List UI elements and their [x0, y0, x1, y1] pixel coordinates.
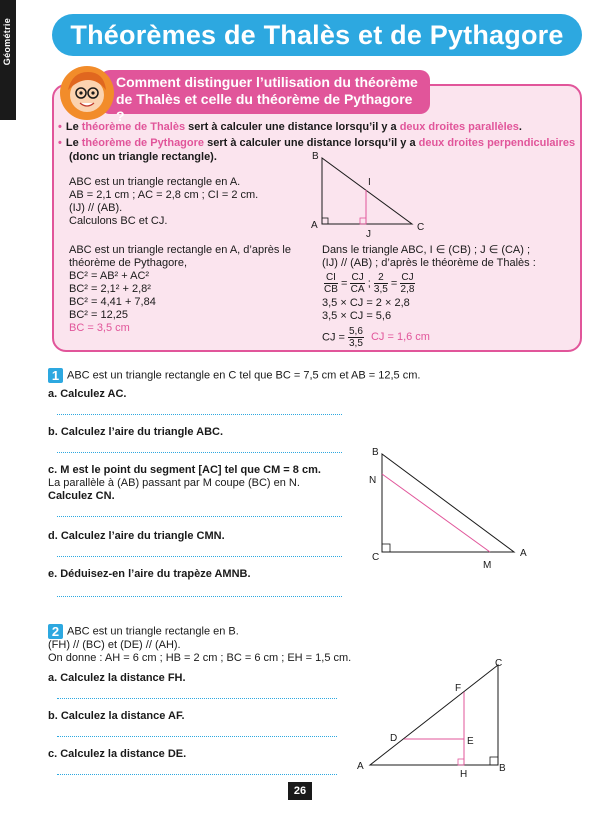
highlight-paralleles: deux droites parallèles — [399, 121, 519, 133]
lesson-triangle-figure — [300, 148, 440, 240]
label-B: B — [499, 763, 506, 774]
label-I: I — [368, 177, 371, 188]
label-E: E — [467, 736, 474, 747]
ex1-question-c: c. M est le point du segment [AC] tel que CM = 8 cm. La parallèle à (AB) passant par M coupe (BC) en N. Calculez CN. — [48, 464, 321, 502]
ex1-question-d: d. Calculez l’aire du triangle CMN. — [48, 530, 225, 542]
answer-line[interactable] — [57, 414, 342, 415]
term-pythagore: théorème de Pythagore — [81, 137, 205, 149]
ex1-triangle-figure — [360, 440, 540, 575]
label-C: C — [417, 222, 425, 233]
lesson-pythagore-solution: ABC est un triangle rectangle en A, d’après le théorème de Pythagore, BC² = AB² + AC² BC² = 2,1² + 2,8² BC² = 4,41 + 7,84 BC² = 12,25 BC = 3,5 cm — [69, 244, 314, 335]
thales-fractions: $\frac{CI}{CB}$ = $\frac{CJ}{CA}$ ; $\frac{2}{3,5}$ = $\frac{CJ}{2,8}$ — [324, 272, 415, 295]
label-C: C — [372, 552, 380, 563]
ex1-statement: 1 ABC est un triangle rectangle en C tel que BC = 7,5 cm et AB = 12,5 cm. — [48, 368, 568, 383]
term-thales: théorème de Thalès — [81, 121, 186, 133]
section-sidebar — [0, 0, 16, 120]
label-F: F — [455, 683, 462, 694]
page-number: 26 — [288, 782, 312, 800]
label-B: B — [372, 447, 379, 458]
answer-line[interactable] — [57, 556, 342, 557]
label-N: N — [369, 475, 377, 486]
answer-line[interactable] — [57, 774, 337, 775]
lesson-bullet-thales: • Le théorème de Thalès sert à calculer une distance lorsqu’il y a deux droites parallèles. — [58, 121, 522, 133]
answer-line[interactable] — [57, 516, 342, 517]
answer-line[interactable] — [57, 736, 337, 737]
label-B: B — [312, 151, 319, 162]
label-D: D — [390, 733, 398, 744]
lesson-bullet-pythagore: • Le théorème de Pythagore sert à calculer une distance lorsqu’il y a deux droites perpendiculaires (donc un triangle rectangle). — [58, 137, 576, 163]
lesson-example-given: ABC est un triangle rectangle en A. AB = 2,1 cm ; AC = 2,8 cm ; CI = 2 cm. (IJ) // (AB). Calculons BC et CJ. — [69, 176, 259, 227]
pythagore-result: BC = 3,5 cm — [69, 322, 130, 334]
ex2-question-b: b. Calculez la distance AF. — [48, 710, 185, 722]
ex2-number: 2 — [48, 624, 63, 639]
label-C: C — [495, 658, 503, 669]
ex2-statement: 2 ABC est un triangle rectangle en B. (FH) // (BC) et (DE) // (AH). On donne : AH = 6 cm ; HB = 2 cm ; BC = 6 cm ; EH = 1,5 cm. — [48, 624, 352, 664]
answer-line[interactable] — [57, 596, 342, 597]
answer-line[interactable] — [57, 698, 337, 699]
ex1-question-a: a. Calculez AC. — [48, 388, 127, 400]
highlight-perpendiculaires: deux droites perpendiculaires — [418, 137, 576, 149]
label-H: H — [460, 769, 468, 780]
label-A: A — [520, 548, 527, 559]
label-J: J — [366, 229, 371, 240]
page-title: Théorèmes de Thalès et de Pythagore — [52, 14, 582, 56]
ex1-number: 1 — [48, 368, 63, 383]
lesson-thales-solution: Dans le triangle ABC, I ∈ (CB) ; J ∈ (CA) ; (IJ) // (AB) ; d’après le théorème de Thalès : $\frac{CI}{CB}$ = $\frac{CJ}{CA}$ ; $\frac{2}{3,5}$ = $\frac{CJ}{2,8}$ 3,5 × CJ = 2 × 2,8 3,5 × CJ = 5,6 CJ = $\frac{5,6}{3,5}$ CJ = 1,6 cm — [322, 244, 577, 349]
label-A: A — [357, 761, 364, 772]
ex2-question-c: c. Calculez la distance DE. — [48, 748, 187, 760]
thales-result: CJ = 1,6 cm — [370, 331, 430, 344]
label-A: A — [311, 220, 318, 231]
ex2-question-a: a. Calculez la distance FH. — [48, 672, 186, 684]
label-M: M — [483, 560, 492, 571]
answer-line[interactable] — [57, 452, 342, 453]
section-label: Géométrie — [2, 18, 12, 66]
lesson-question-line2: de Thalès et celle du théorème de Pythagore ? — [116, 91, 413, 124]
mascot-girl-icon — [58, 64, 116, 122]
lesson-question — [100, 70, 430, 124]
ex1-question-e: e. Déduisez-en l’aire du trapèze AMNB. — [48, 568, 251, 580]
ex2-triangle-figure — [352, 655, 512, 780]
lesson-question-line1: Comment distinguer l’utilisation du théorème — [116, 74, 418, 90]
ex1-question-b: b. Calculez l’aire du triangle ABC. — [48, 426, 224, 438]
